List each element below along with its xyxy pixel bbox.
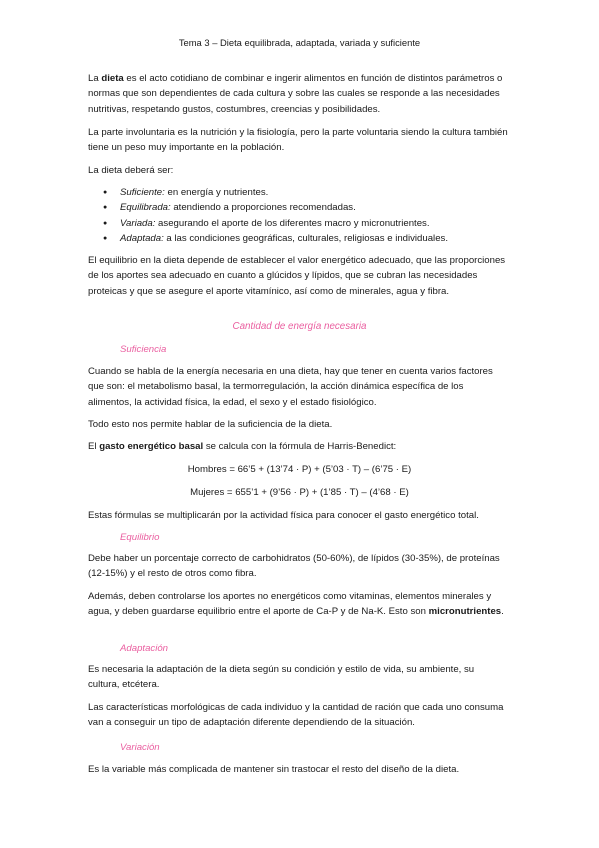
subheading-equilibrio: Equilibrio xyxy=(120,532,160,543)
debera-paragraph: La dieta deberá ser: xyxy=(88,165,174,176)
subheading-adaptacion: Adaptación xyxy=(120,643,169,654)
list-item: ● Adaptada: a las condiciones geográficas, culturales, religiosas e individuales. xyxy=(88,231,508,246)
intro-paragraph: La dieta es el acto cotidiano de combinar e ingerir alimentos en función de distintos parámetros o normas que son dependientes de cada cultura y sobre las cuales se responde a las necesidades nutritivas, respetando gustos, costumbres, creencias y posibilidades. xyxy=(88,73,503,115)
adaptacion-paragraph: Es necesaria la adaptación de la dieta según su condición y estilo de vida, su ambiente, su cultura, etcétera. xyxy=(88,664,475,691)
involuntaria-paragraph: La parte involuntaria es la nutrición y la fisiología, pero la parte voluntaria siendo la cultura también tiene un peso muy importante en la población. xyxy=(88,127,508,154)
porcentaje-paragraph: Debe haber un porcentaje correcto de carbohidratos (50-60%), de lípidos (30-35%), de proteínas (12-15%) y el resto de otros como fibra. xyxy=(88,553,500,580)
gasto-term: gasto energético basal xyxy=(99,441,204,452)
subheading-variacion: Variación xyxy=(120,742,160,753)
gasto-paragraph: El gasto energético basal se calcula con la fórmula de Harris-Benedict: xyxy=(88,441,397,452)
micronutrientes-term: micronutrientes xyxy=(428,606,502,618)
section-heading-energia: Cantidad de energía necesaria xyxy=(232,321,367,332)
variacion-paragraph: Es la variable más complicada de mantener sin trastocar el resto del diseño de la dieta. xyxy=(88,764,460,775)
subheading-suficiencia: Suficiencia xyxy=(120,344,167,355)
page-header-title: Tema 3 – Dieta equilibrada, adaptada, variada y suficiente xyxy=(178,37,421,48)
suficiencia-paragraph: Cuando se habla de la energía necesaria en una dieta, hay que tener en cuenta varios factores que son: el metabolismo basal, la termorregulación, la acción dinámica específica de los alimentos, la actividad física, la edad, el sexo y el estado fisiológico. xyxy=(88,366,493,408)
formula-hombres: Hombres = 66’5 + (13’74 · P) + (5’03 · T) – (6’75 · E) xyxy=(187,464,412,475)
formula-mujeres: Mujeres = 655’1 + (9’56 · P) + (1’85 · T) – (4’68 · E) xyxy=(190,487,409,498)
dieta-term: dieta xyxy=(101,73,124,84)
caracteristicas-paragraph: Las características morfológicas de cada individuo y la cantidad de ración que cada uno consuma van a conseguir un tipo de adaptación diferente dependiendo de la situación. xyxy=(88,702,504,729)
equilibrio-dieta-paragraph: El equilibrio en la dieta depende de establecer el valor energético adecuado, que las proporciones de los aportes sea adecuado en cuanto a glúcidos y lípidos, que se cubran las necesidades proteicas y que se asegure el aporte vitamínico, así como de minerales, agua y fibra. xyxy=(88,255,506,297)
requirements-list xyxy=(88,185,508,247)
formulas-paragraph: Estas fórmulas se multiplicarán por la actividad física para conocer el gasto energético total. xyxy=(88,510,479,521)
list-item: ● Suficiente: en energía y nutrientes. xyxy=(88,185,508,200)
todo-paragraph: Todo esto nos permite hablar de la suficiencia de la dieta. xyxy=(88,419,333,430)
ademas-paragraph: Además, deben controlarse los aportes no energéticos como vitaminas, elementos minerales y agua, y deben guardarse equilibrio entre el aporte de Ca-P y de Na-K. Esto son micronutrientes. xyxy=(88,591,504,618)
list-item: ● Equilibrada: atendiendo a proporciones recomendadas. xyxy=(88,200,508,215)
list-item: ● Variada: asegurando el aporte de los diferentes macro y micronutrientes. xyxy=(88,216,508,231)
